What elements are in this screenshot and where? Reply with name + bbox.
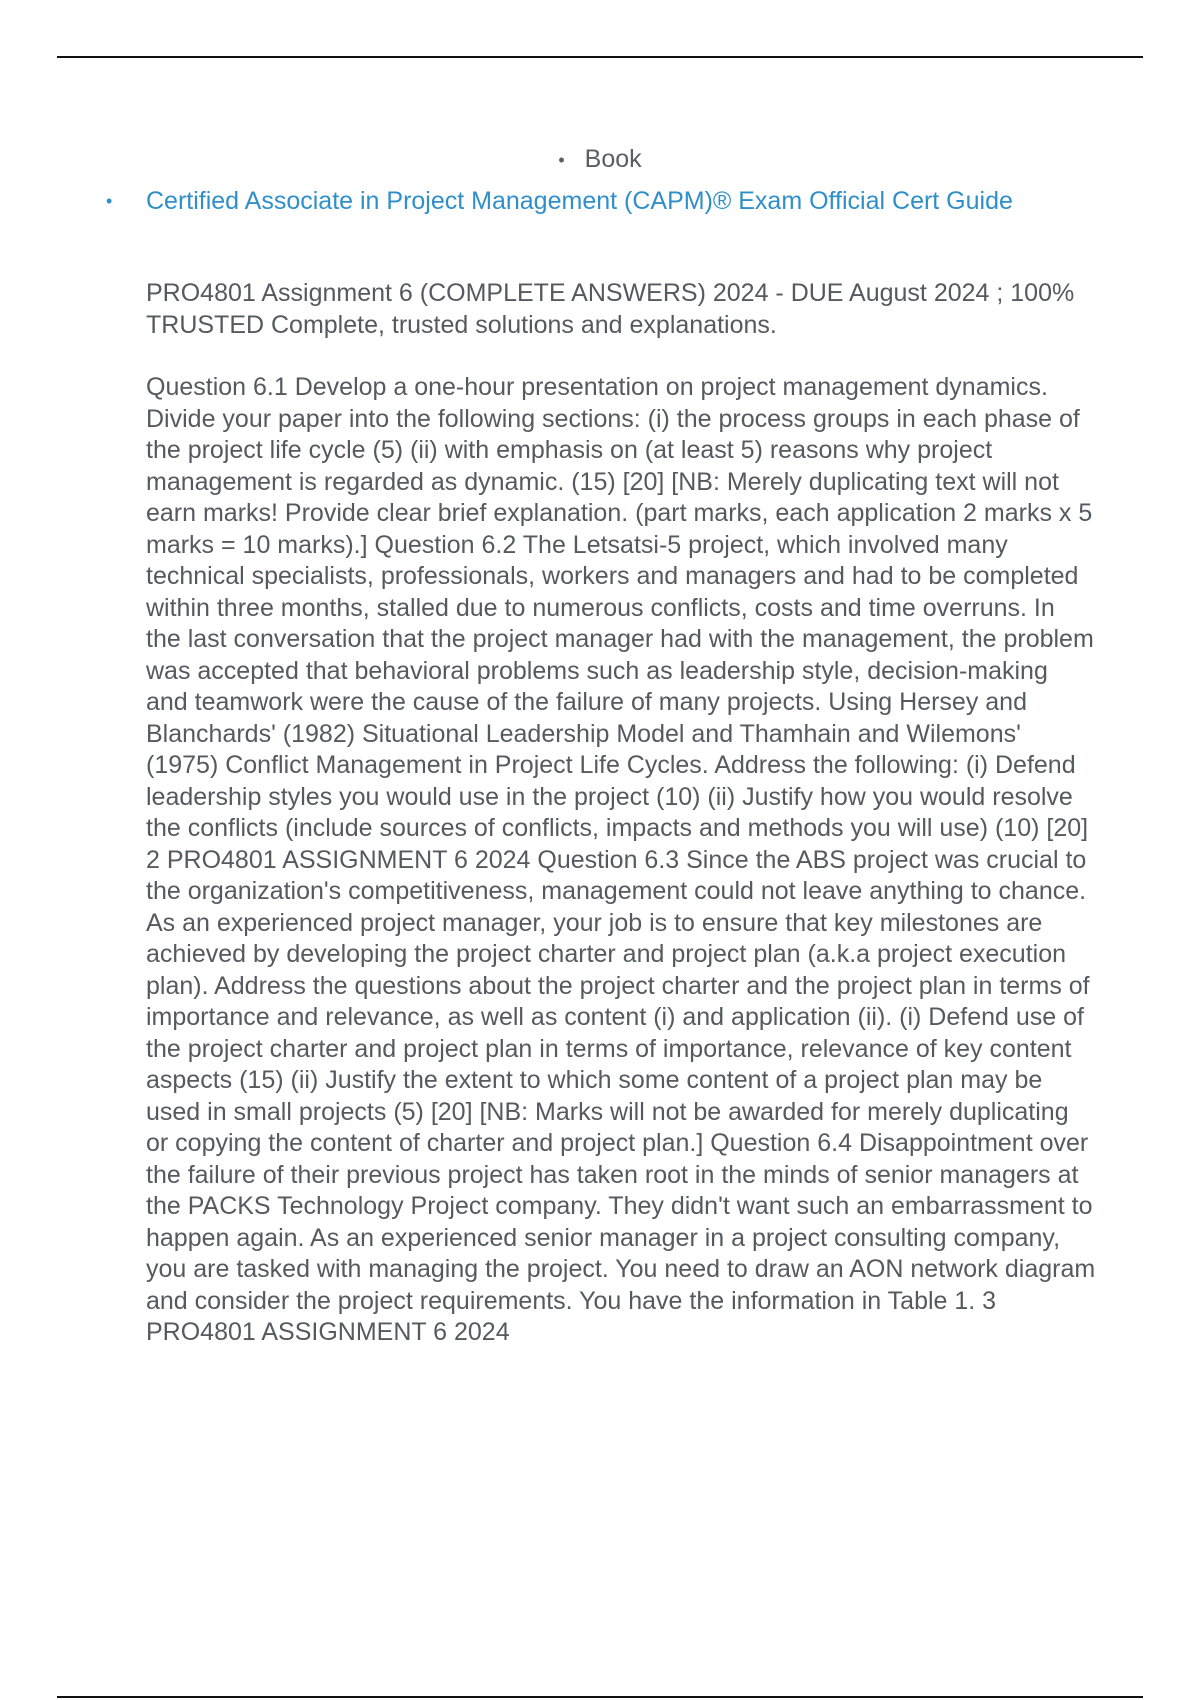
intro-paragraph: PRO4801 Assignment 6 (COMPLETE ANSWERS) 2024 - DUE August 2024 ; 100% TRUSTED Complete, trusted solutions and explanations. xyxy=(146,279,1075,339)
assignment-questions-paragraph: Question 6.1 Develop a one-hour presentation on project management dynamics. Divide your paper into the following sections: (i) the process groups in each phase of the project life cycle (5) (ii) with emphasis on (at least 5) reasons why project management is regarded as dynamic. (15) [20] [NB: Merely duplicating text will not earn marks! Provide clear brief explanation. (part marks, each application 2 marks x 5 marks = 10 marks).] Question 6.2 The Letsatsi-5 project, which involved many technical specialists, professionals, workers and managers and had to be completed within three months, stalled due to numerous conflicts, costs and time overruns. In the last conversation that the project manager had with the management, the problem was accepted that behavioral problems such as leadership style, decision-making and teamwork were the cause of the failure of many projects. Using Hersey and Blanchards' (1982) Situational Leadership Model and Thamhain and Wilemons' (1975) Conflict Management in Project Life Cycles. Address the following: (i) Defend leadership styles you would use in the project (10) (ii) Justify how you would resolve the conflicts (include sources of conflicts, impacts and methods you will use) (10) [20] 2 PRO4801 ASSIGNMENT 6 2024 Question 6.3 Since the ABS project was crucial to the organization's competitiveness, management could not leave anything to chance. As an experienced project manager, your job is to ensure that key milestones are achieved by developing the project charter and project plan (a.k.a project execution plan). Address the questions about the project charter and the project plan in terms of importance and relevance, as well as content (i) and application (ii). (i) Defend use of the project charter and project plan in terms of importance, relevance of key content aspects (15) (ii) Justify the extent to which some content of a project plan may be used in small projects (5) [20] [NB: Marks will not be awarded for merely duplicating or copying the content of charter and project plan.] Question 6.4 Disappointment over the failure of their previous project has taken root in the minds of senior managers at the PACKS Technology Project company. They didn't want such an embarrassment to happen again. As an experienced senior manager in a project consulting company, you are tasked with managing the project. You need to draw an AON network diagram and consider the project requirements. You have the information in Table 1. 3 PRO4801 ASSIGNMENT 6 2024 xyxy=(146,373,1096,1346)
bottom-divider xyxy=(57,1696,1143,1698)
list-item-book xyxy=(0,143,1200,176)
bullet-icon: • xyxy=(106,191,113,211)
capm-guide-link[interactable]: Certified Associate in Project Management (CAPM)® Exam Official Cert Guide xyxy=(146,187,1013,215)
bullet-icon: • xyxy=(558,150,565,171)
book-label: Book xyxy=(584,145,642,173)
top-divider xyxy=(57,56,1143,58)
